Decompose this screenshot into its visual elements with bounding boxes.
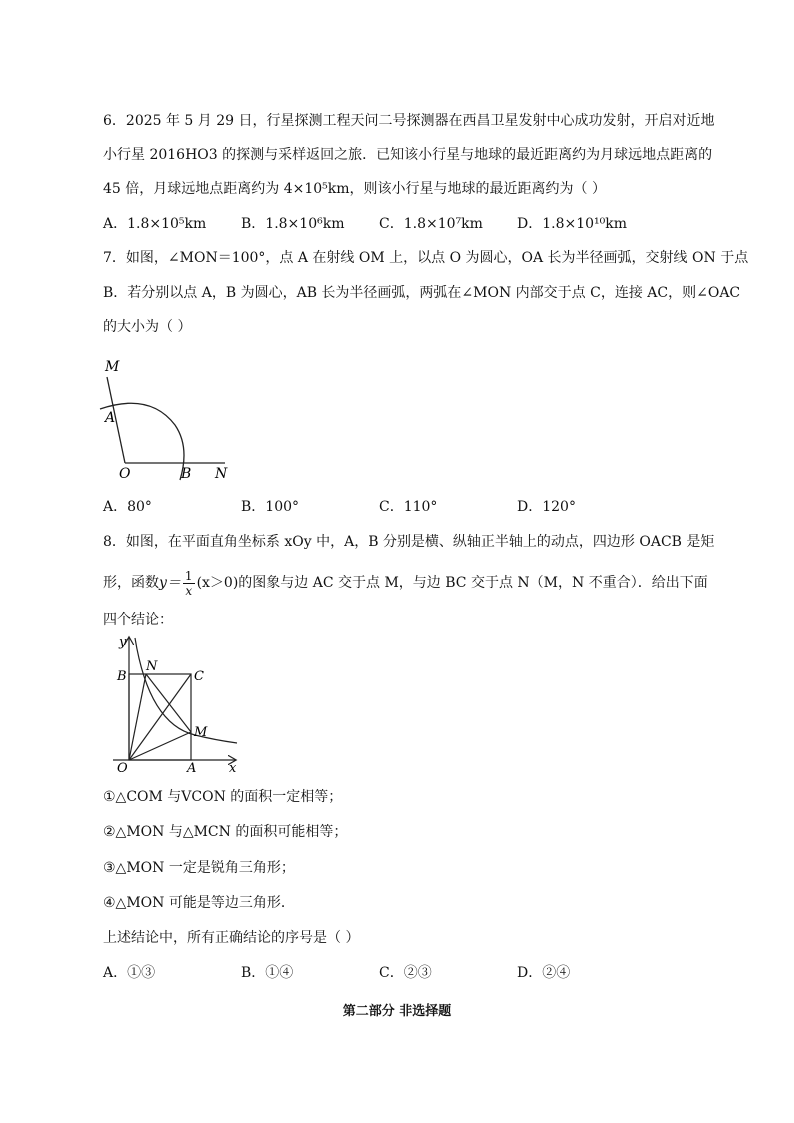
label-b: B bbox=[181, 466, 192, 482]
q6-line-2: 小行星 2016HO3 的探测与采样返回之旅．已知该小行星与地球的最近距离约为月球远地点距离的 bbox=[103, 147, 713, 163]
q8-statement-4: ④△MON 可能是等边三角形． bbox=[103, 895, 295, 911]
label-m: M bbox=[105, 359, 120, 375]
q6-option-b: B．1.8×10⁶km bbox=[241, 216, 345, 232]
frac-numerator: 1 bbox=[184, 568, 193, 583]
func-condition: (x＞0) bbox=[196, 575, 239, 591]
q8-option-c: C．②③ bbox=[379, 965, 432, 981]
frac-denominator: x bbox=[185, 583, 193, 598]
label-y: y bbox=[119, 635, 127, 650]
hyperbola bbox=[135, 638, 237, 743]
q7-option-b: B．100° bbox=[241, 499, 300, 515]
section-title: 第二部分 非选择题 bbox=[342, 1004, 452, 1019]
fraction bbox=[183, 569, 195, 598]
q8-figure bbox=[103, 632, 253, 777]
q8-line-3: 四个结论： bbox=[103, 612, 173, 628]
q8-line-2-suffix: 的图象与边 AC 交于点 M，与边 BC 交于点 N（M，N 不重合）．给出下面 bbox=[238, 575, 708, 591]
func-y: y＝ bbox=[159, 575, 181, 591]
label-c: C bbox=[194, 669, 204, 684]
q6-option-a: A．1.8×10⁵km bbox=[103, 216, 207, 232]
q6-line-3: 45 倍，月球远地点距离约为 4×10⁵km，则该小行星与地球的最近距离约为（ ） bbox=[103, 181, 606, 197]
q8-line-2-prefix: 形，函数 bbox=[103, 575, 159, 591]
segment-om bbox=[129, 732, 191, 760]
q7-figure bbox=[95, 347, 245, 482]
label-a: A bbox=[105, 410, 116, 426]
q8-statement-1: ①△COM 与VCON 的面积一定相等； bbox=[103, 789, 343, 805]
segment-on bbox=[129, 674, 146, 760]
q8-line-1: 8．如图，在平面直角坐标系 xOy 中，A，B 分别是横、纵轴正半轴上的动点，四边形 OACB 是矩 bbox=[103, 534, 715, 550]
q7-line-3: 的大小为（ ） bbox=[103, 319, 192, 335]
q8-option-b: B．①④ bbox=[241, 965, 294, 981]
q7-option-d: D．120° bbox=[517, 499, 576, 515]
q8-prompt: 上述结论中，所有正确结论的序号是（ ） bbox=[103, 930, 360, 946]
q8-line-2 bbox=[103, 568, 708, 598]
q7-line-2: B．若分别以点 A，B 为圆心，AB 长为半径画弧，两弧在∠MON 内部交于点 C，连接 AC，则∠OAC bbox=[103, 285, 741, 301]
q6-line-1: 6．2025 年 5 月 29 日，行星探测工程天问二号探测器在西昌卫星发射中心成功发射，开启对近地 bbox=[103, 113, 715, 129]
q8-option-a: A．①③ bbox=[103, 965, 156, 981]
label-b: B bbox=[117, 669, 127, 684]
segment-oc bbox=[129, 674, 191, 760]
q8-statement-3: ③△MON 一定是锐角三角形； bbox=[103, 860, 295, 876]
label-m: M bbox=[194, 725, 208, 740]
label-n: N bbox=[215, 466, 228, 482]
q8-option-d: D．②④ bbox=[517, 965, 571, 981]
label-a: A bbox=[187, 761, 197, 776]
q7-option-c: C．110° bbox=[379, 499, 438, 515]
q6-option-d: D．1.8×10¹⁰km bbox=[517, 216, 628, 232]
label-o: O bbox=[117, 761, 128, 776]
label-x: x bbox=[229, 761, 237, 776]
q7-line-1: 7．如图，∠MON＝100°，点 A 在射线 OM 上，以点 O 为圆心，OA 长为半径画弧，交射线 ON 于点 bbox=[103, 250, 749, 266]
q7-option-a: A．80° bbox=[103, 499, 152, 515]
label-n: N bbox=[146, 659, 158, 674]
q8-statement-2: ②△MON 与△MCN 的面积可能相等； bbox=[103, 824, 348, 840]
label-o: O bbox=[119, 466, 131, 482]
q6-option-c: C．1.8×10⁷km bbox=[379, 216, 483, 232]
